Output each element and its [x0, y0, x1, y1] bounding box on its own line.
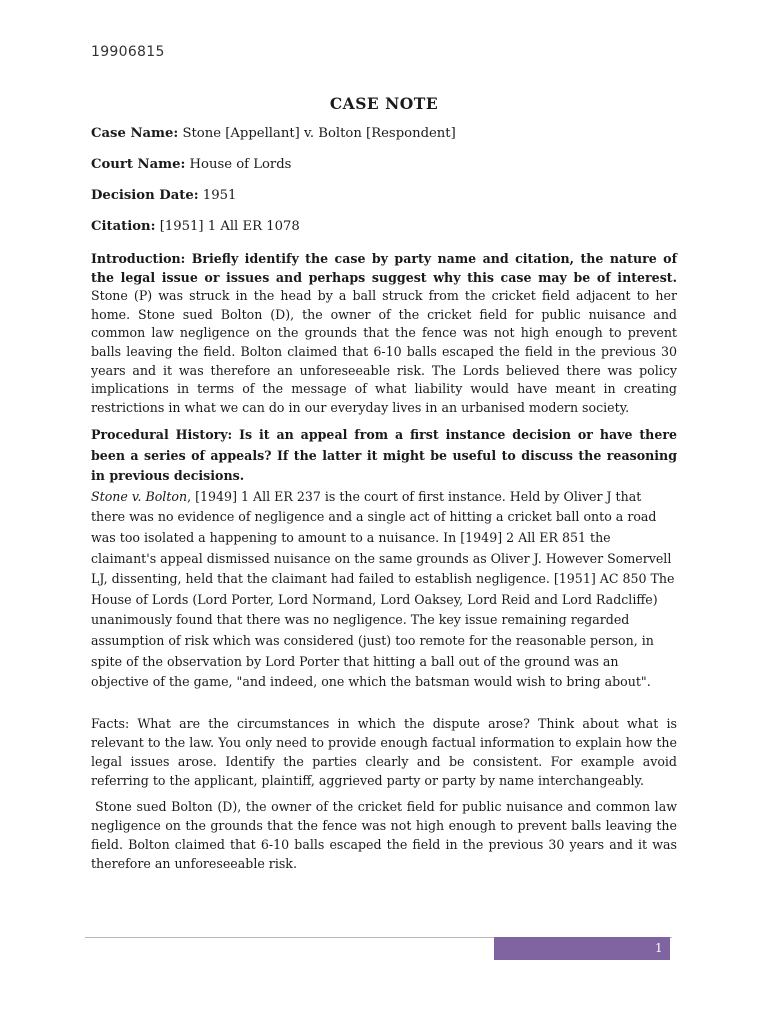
citation-label: Citation:: [91, 219, 156, 234]
decision-date-value: 1951: [198, 188, 237, 203]
facts-prompt: Facts: What are the circumstances in which the dispute arose? Think about what is relevant to the law. You only need to provide enough factual information to explain how the legal issues arose. Identify the parties clearly and be consistent. For example avoid referring to the applicant, plaintiff, aggrieved party or party by name interchangeably.: [91, 716, 677, 788]
procedural-history-prompt: Procedural History: Is it an appeal from a first instance decision or have there been a series of appeals? If the latter it might be useful to discuss the reasoning in previous decisions.: [91, 427, 677, 484]
case-name-field: [91, 126, 456, 141]
procedural-history-case-name: Stone v. Bolton: [91, 488, 188, 504]
introduction-prompt: Introduction: Briefly identify the case by party name and citation, the nature of the legal issue or issues and perhaps suggest why this case may be of interest.: [91, 251, 677, 285]
page-number: 1: [655, 941, 663, 955]
court-name-label: Court Name:: [91, 157, 186, 172]
court-name-field: [91, 157, 291, 172]
facts-body: Stone sued Bolton (D), the owner of the cricket field for public nuisance and common law negligence on the grounds that the fence was not high enough to prevent balls leaving the field. Bolton claimed that 6-10 balls escaped the field in the previous 30 years and it was therefore an unforeseeable risk.: [91, 799, 677, 871]
procedural-history-body: , [1949] 1 All ER 237 is the court of first instance. Held by Oliver J that there was no evidence of negligence and a single act of hitting a cricket ball onto a road was too isolated a happening to amount to a nuisance. In [1949] 2 All ER 851 the claimant's appeal dismissed nuisance on the same grounds as Oliver J. However Somervell LJ, dissenting, held that the claimant had failed to establish negligence. [1951] AC 850 The House of Lords (Lord Porter, Lord Normand, Lord Oaksey, Lord Reid and Lord Radcliffe) unanimously found that there was no negligence. The key issue remaining regarded assumption of risk which was considered (just) too remote for the reasonable person, in spite of the observation by Lord Porter that hitting a ball out of the ground was an objective of the game, "and indeed, one which the batsman would wish to bring about".: [91, 488, 675, 690]
procedural-history-paragraph: [91, 425, 677, 693]
decision-date-label: Decision Date:: [91, 188, 199, 203]
introduction-body: Stone (P) was struck in the head by a ball struck from the cricket field adjacent to her home. Stone sued Bolton (D), the owner of the cricket field for public nuisance and common law negligence on the grounds that the fence was not high enough to prevent balls leaving the field. Bolton claimed that 6-10 balls escaped the field in the previous 30 years and it was therefore an unforeseeable risk. The Lords believed there was policy implications in terms of the message of what liability would have meant in creating restrictions in what we can do in our everyday lives in an urbanised modern society.: [91, 288, 677, 415]
citation-value: [1951] 1 All ER 1078: [155, 219, 300, 234]
citation-field: [91, 219, 300, 234]
decision-date-field: [91, 188, 236, 203]
introduction-paragraph: [91, 250, 677, 417]
court-name-value: House of Lords: [185, 157, 292, 172]
document-id: 19906815: [91, 44, 165, 60]
case-name-value: Stone [Appellant] v. Bolton [Respondent]: [178, 126, 456, 141]
page-title: CASE NOTE: [329, 94, 439, 113]
case-name-label: Case Name:: [91, 126, 179, 141]
footer-page-bar: [494, 937, 670, 960]
